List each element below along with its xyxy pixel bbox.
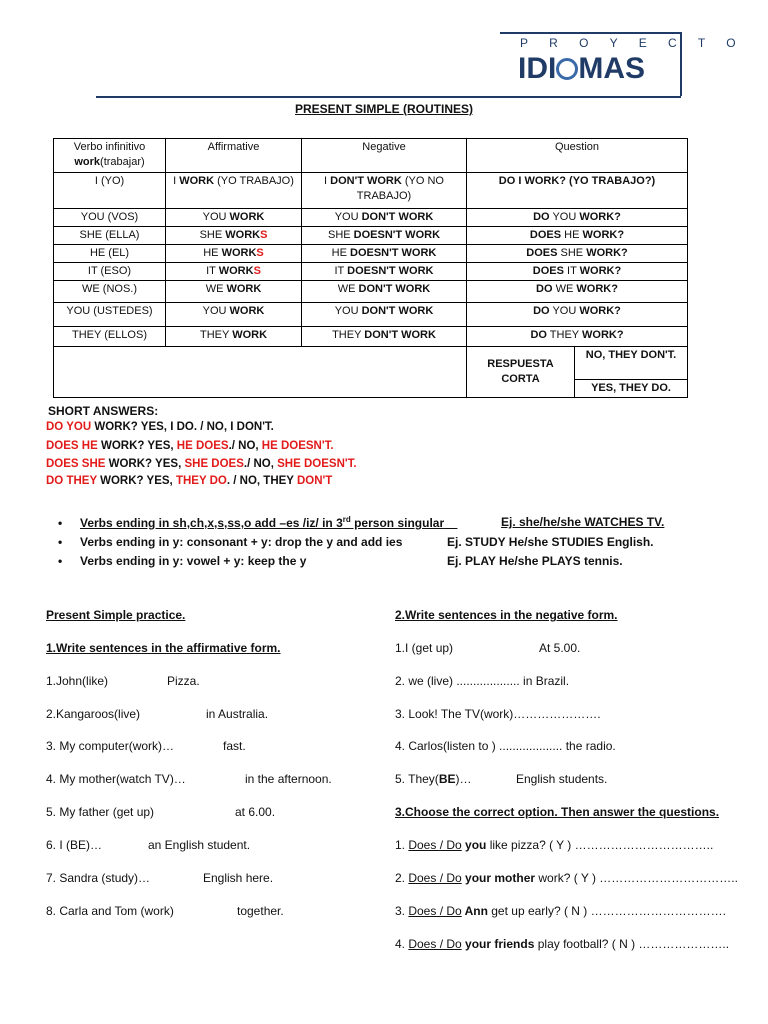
cell-affirmative: THEY WORK <box>166 327 302 347</box>
cell-empty <box>54 347 467 398</box>
section-2-heading: 2.Write sentences in the negative form. <box>395 608 618 622</box>
s1-item-2: 2.Kangaroos(live) <box>46 707 141 721</box>
short-answers-title: SHORT ANSWERS: <box>48 404 159 418</box>
s1-item-7: 7. Sandra (study)… <box>46 871 151 885</box>
cell-subject: HE (EL) <box>54 245 166 263</box>
cell-question: DOES IT WORK? <box>467 263 688 281</box>
conjugation-table <box>53 138 688 398</box>
logo-top-text: P R O Y E C T O <box>520 36 745 50</box>
s1-item-1: 1.John(like) <box>46 674 109 688</box>
s1-item-7-end: English here. <box>203 871 274 885</box>
cell-question: DOES HE WORK? <box>467 227 688 245</box>
practice-heading: Present Simple practice. <box>46 608 186 622</box>
cell-affirmative: HE WORKS <box>166 245 302 263</box>
s1-item-2-end: in Australia. <box>206 707 269 721</box>
s2-item-5: 5. They(BE)… <box>395 772 472 786</box>
s1-item-5: 5. My father (get up) <box>46 805 155 819</box>
cell-subject: SHE (ELLA) <box>54 227 166 245</box>
rule-es-example: Ej. she/he/she WATCHES TV. <box>501 515 665 529</box>
cell-affirmative: SHE WORKS <box>166 227 302 245</box>
cell-affirmative: WE WORK <box>166 281 302 303</box>
s3-item-1: 1. Does / Do you like pizza? ( Y ) …………………………….. <box>395 838 714 852</box>
s1-item-1-end: Pizza. <box>167 674 200 688</box>
s3-item-2: 2. Does / Do your mother work? ( Y ) …………………………….. <box>395 871 738 885</box>
s2-item-1-end: At 5.00. <box>539 641 581 655</box>
cell-negative: I DON'T WORK (YO NO TRABAJO) <box>302 173 467 209</box>
cell-short-no: NO, THEY DON'T. <box>575 347 688 380</box>
cell-negative: YOU DON'T WORK <box>302 303 467 327</box>
s1-item-8-end: together. <box>237 904 284 918</box>
rule-y-example: Ej. PLAY He/she PLAYS tennis. <box>447 554 623 568</box>
table-row <box>54 173 688 209</box>
table-row <box>54 281 688 303</box>
s2-item-3: 3. Look! The TV(work)…………………. <box>395 707 601 721</box>
table-row <box>54 227 688 245</box>
table-row <box>54 245 688 263</box>
cell-subject: WE (NOS.) <box>54 281 166 303</box>
bullet-icon: • <box>58 516 63 530</box>
cell-short-answer-label: RESPUESTA CORTA <box>467 347 575 398</box>
cell-negative: THEY DON'T WORK <box>302 327 467 347</box>
page-title: PRESENT SIMPLE (ROUTINES) <box>294 102 473 116</box>
cell-affirmative: YOU WORK <box>166 209 302 227</box>
s1-item-3-end: fast. <box>223 739 246 753</box>
s2-item-2: 2. we (live) ................... in Brazil. <box>395 674 570 688</box>
bullet-icon: • <box>58 554 63 568</box>
cell-negative: YOU DON'T WORK <box>302 209 467 227</box>
globe-icon <box>556 58 578 80</box>
cell-question: DO THEY WORK? <box>467 327 688 347</box>
section-3-heading: 3.Choose the correct option. Then answer the questions. <box>395 805 720 819</box>
cell-negative: WE DON'T WORK <box>302 281 467 303</box>
table-row-short-answer <box>54 347 688 380</box>
s1-item-4-end: in the afternoon. <box>245 772 332 786</box>
s1-item-3: 3. My computer(work)… <box>46 739 175 753</box>
cell-question: DO YOU WORK? <box>467 303 688 327</box>
s1-item-8: 8. Carla and Tom (work) <box>46 904 174 918</box>
s1-item-5-end: at 6.00. <box>235 805 276 819</box>
cell-question: DO WE WORK? <box>467 281 688 303</box>
s2-item-5-end: English students. <box>516 772 608 786</box>
cell-subject: YOU (USTEDES) <box>54 303 166 327</box>
cell-question: DO YOU WORK? <box>467 209 688 227</box>
table-row <box>54 303 688 327</box>
header-affirmative: Affirmative <box>166 139 302 173</box>
table-header-row <box>54 139 688 173</box>
logo-right: MAS <box>578 52 646 85</box>
header-verb: Verbo infinitivo work(trabajar) <box>54 139 166 173</box>
rule-ies-example: Ej. STUDY He/she STUDIES English. <box>447 535 654 549</box>
cell-negative: SHE DOESN'T WORK <box>302 227 467 245</box>
header-negative: Negative <box>302 139 467 173</box>
s2-item-4: 4. Carlos(listen to ) ................... the radio. <box>395 739 616 753</box>
cell-subject: YOU (VOS) <box>54 209 166 227</box>
logo-left: IDI <box>518 52 557 85</box>
table-row <box>54 327 688 347</box>
cell-negative: IT DOESN'T WORK <box>302 263 467 281</box>
bullet-icon: • <box>58 535 63 549</box>
header-question: Question <box>467 139 688 173</box>
cell-subject: IT (ESO) <box>54 263 166 281</box>
cell-question: DOES SHE WORK? <box>467 245 688 263</box>
short-answer-line-1: DO YOU WORK? YES, I DO. / NO, I DON'T. <box>46 421 274 433</box>
section-1-heading: 1.Write sentences in the affirmative form. <box>46 641 281 655</box>
s3-item-3: 3. Does / Do Ann get up early? ( N ) ……………………………. <box>395 904 726 918</box>
short-answer-line-3: DOES SHE WORK? YES, SHE DOES./ NO, SHE DOESN'T. <box>46 458 357 470</box>
cell-affirmative: I WORK (YO TRABAJO) <box>166 173 302 209</box>
cell-question: DO I WORK? (YO TRABAJO?) <box>467 173 688 209</box>
short-answer-line-2: DOES HE WORK? YES, HE DOES./ NO, HE DOESN'T. <box>46 440 334 452</box>
cell-subject: I (YO) <box>54 173 166 209</box>
rule-es: • Verbs ending in sh,ch,x,s,ss,o add –es /iz/ in 3rd person singular <box>58 515 445 530</box>
s2-item-1: 1.I (get up) <box>395 641 454 655</box>
s1-item-6: 6. I (BE)… <box>46 838 103 852</box>
cell-affirmative: YOU WORK <box>166 303 302 327</box>
short-answer-line-4: DO THEY WORK? YES, THEY DO. / NO, THEY DON'T <box>46 475 333 487</box>
cell-negative: HE DOESN'T WORK <box>302 245 467 263</box>
header-divider <box>96 96 681 98</box>
table-row <box>54 263 688 281</box>
rule-y: • Verbs ending in y: vowel + y: keep the y <box>58 554 307 568</box>
s1-item-4: 4. My mother(watch TV)… <box>46 772 186 786</box>
cell-affirmative: IT WORKS <box>166 263 302 281</box>
logo <box>518 52 645 86</box>
s3-item-4: 4. Does / Do your friends play football? ( N ) ………………….. <box>395 937 730 951</box>
table-row <box>54 209 688 227</box>
rule-ies: • Verbs ending in y: consonant + y: drop the y and add ies <box>58 535 403 549</box>
s1-item-6-end: an English student. <box>148 838 251 852</box>
cell-subject: THEY (ELLOS) <box>54 327 166 347</box>
cell-short-yes: YES, THEY DO. <box>575 380 688 398</box>
